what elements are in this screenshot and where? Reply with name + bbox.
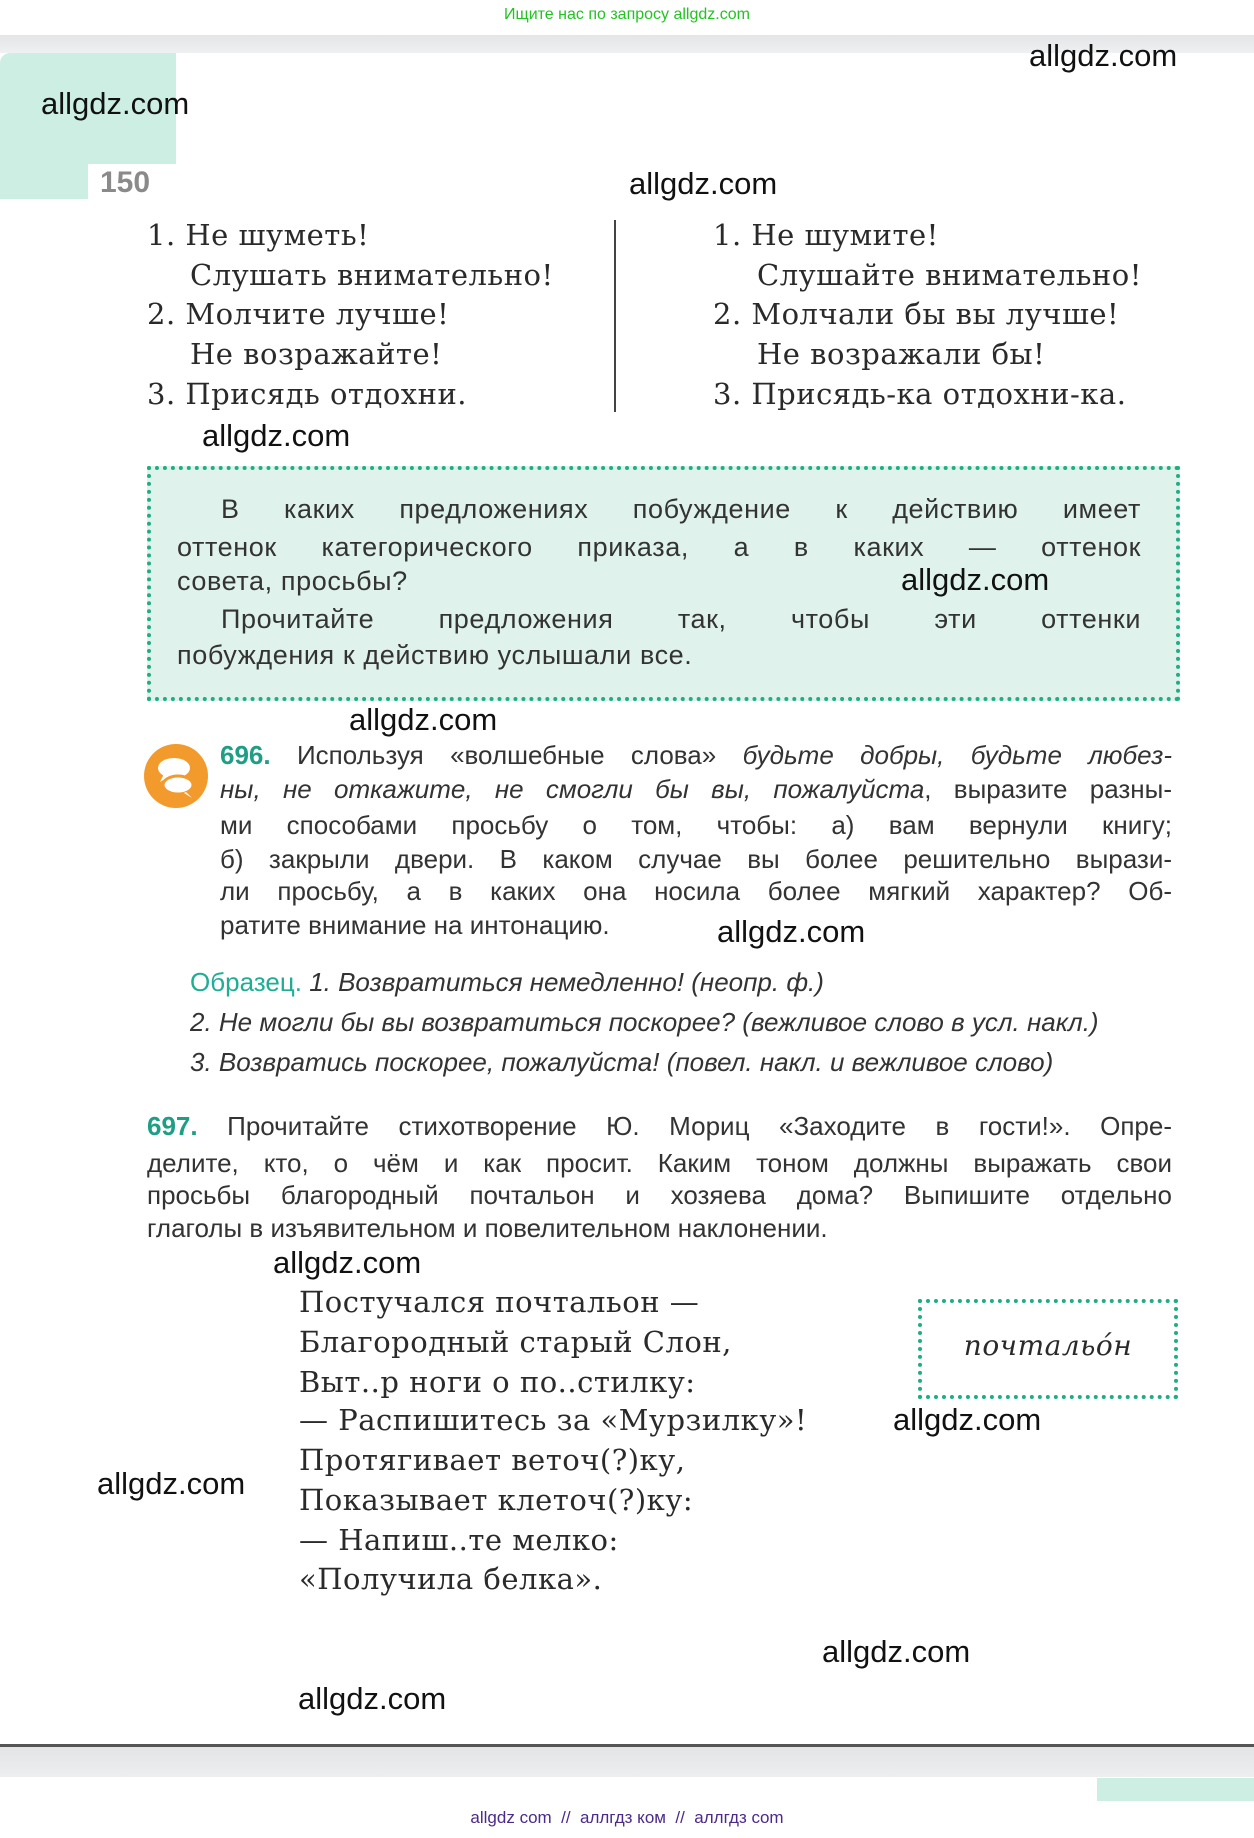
poem-line: Протягивает веточ(?)ку,: [299, 1443, 686, 1477]
poem-line: Выт..р ноги о по..стилку:: [299, 1365, 696, 1399]
poem-line: Постучался почтальон —: [299, 1285, 700, 1319]
page-gap: [0, 1747, 1254, 1777]
left-line: 1. Не шуметь!: [147, 218, 370, 252]
left-line: 3. Присядь отдохни.: [147, 377, 468, 411]
vocabulary-box: [918, 1299, 1178, 1399]
watermark: allgdz.com: [349, 702, 498, 737]
vocabulary-word: почтальо́н: [963, 1329, 1133, 1362]
watermark: allgdz.com: [1029, 38, 1178, 73]
watermark: allgdz.com: [273, 1245, 422, 1280]
text: глаголы в изъявительном и повелительном наклонении.: [147, 1213, 828, 1243]
left-line: 2. Молчите лучше!: [147, 297, 450, 331]
text: делите, кто, о чём и как просит. Каким тоном должны выражать свои: [147, 1148, 1172, 1178]
left-line: Не возражайте!: [190, 337, 443, 371]
task-line: В каких предложениях побуждение к действию имеет: [221, 494, 1141, 524]
right-line: 3. Присядь-ка отдохни-ка.: [713, 377, 1127, 411]
text: ми способами просьбу о том, чтобы: а) вам вернули книгу;: [220, 810, 1172, 840]
task-line: совета, просьбы?: [177, 566, 408, 596]
next-page-tab: [1097, 1778, 1254, 1801]
text: Прочитайте стихотворение Ю. Мориц «Заходите в гости!». Опре-: [227, 1111, 1172, 1141]
column-divider: [614, 220, 616, 412]
text: просьбы благородный почтальон и хозяева дома? Выпишите отдельно: [147, 1180, 1172, 1210]
poem-line: «Получила белка».: [299, 1562, 603, 1596]
sample-line: 1. Возвратиться немедленно! (неопр. ф.): [309, 967, 824, 997]
exercise-number: 697.: [147, 1111, 198, 1141]
text: б) закрыли двери. В каком случае вы более решительно вырази-: [220, 844, 1172, 874]
page-number: 150: [100, 166, 151, 199]
footer-links[interactable]: allgdz com // аллгдз ком // аллгдз com: [470, 1808, 784, 1827]
right-line: 1. Не шумите!: [713, 218, 939, 252]
speech-bubbles-icon: [144, 744, 208, 808]
task-line: Прочитайте предложения так, чтобы эти оттенки: [221, 604, 1141, 634]
task-line: побуждения к действию услышали все.: [177, 640, 693, 670]
poem-line: Благородный старый Слон,: [299, 1325, 732, 1359]
text: ны, не откажите, не смогли бы вы, пожалуйста: [220, 774, 925, 804]
poem-line: — Распишитесь за «Мурзилку»!: [299, 1403, 808, 1437]
watermark: allgdz.com: [41, 86, 190, 121]
right-line: Не возражали бы!: [757, 337, 1046, 371]
watermark: allgdz.com: [97, 1466, 246, 1501]
sample-label: Образец.: [190, 967, 302, 997]
watermark: allgdz.com: [901, 562, 1050, 597]
watermark: allgdz.com: [893, 1402, 1042, 1437]
exercise-number: 696.: [220, 740, 271, 770]
poem-line: Показывает клеточ(?)ку:: [299, 1483, 694, 1517]
watermark: allgdz.com: [717, 914, 866, 949]
watermark: allgdz.com: [298, 1681, 447, 1716]
text: ли просьбу, а в каких она носила более мягкий характер? Об-: [220, 876, 1172, 906]
right-line: 2. Молчали бы вы лучше!: [713, 297, 1120, 331]
right-line: Слушайте внимательно!: [757, 258, 1142, 292]
text: Используя «волшебные слова»: [296, 740, 743, 770]
left-line: Слушать внимательно!: [190, 258, 554, 292]
watermark: allgdz.com: [822, 1634, 971, 1669]
watermark: allgdz.com: [202, 418, 351, 453]
watermark: allgdz.com: [629, 166, 778, 201]
sample-line: 2. Не могли бы вы возвратиться поскорее? (вежливое слово в усл. накл.): [190, 1007, 1099, 1037]
text: ратите внимание на интонацию.: [220, 910, 610, 940]
text: будьте добры, будьте любез-: [742, 740, 1173, 770]
top-banner[interactable]: Ищите нас по запросу allgdz.com: [504, 6, 750, 23]
task-line: оттенок категорического приказа, а в каких — оттенок: [177, 532, 1141, 562]
text: , выразите разны-: [924, 774, 1172, 804]
sample-line: 3. Возвратись поскорее, пожалуйста! (повел. накл. и вежливое слово): [190, 1047, 1054, 1077]
poem-line: — Напиш..те мелко:: [299, 1523, 619, 1557]
